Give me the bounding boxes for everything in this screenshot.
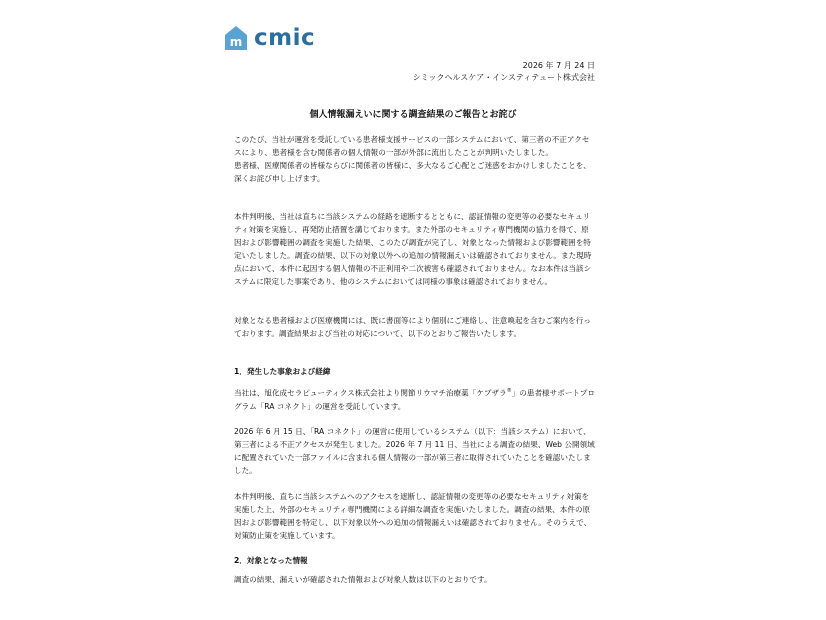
intro-paragraph-4: 対象となる患者様および医療機関には、既に書面等により個別にご連絡し、注意喚起を含むご案内を行っております。調査結果および当社の対応について、以下のとおりご報告いたします。: [234, 315, 591, 338]
intro-paragraph-2: 患者様、医療関係者の皆様ならびに関係者の皆様に、多大なるご心配とご迷惑をおかけしましたことを、深くお詫び申し上げます。: [234, 160, 591, 183]
house-logo-icon: [224, 25, 248, 51]
registered-mark: ®: [506, 388, 512, 395]
logo-wordmark: cmic: [254, 25, 316, 51]
intro-paragraph-3: 本件判明後、当社は直ちに当該システムの経路を遮断するとともに、認証情報の変更等の必要なセキュリティ対策を実施し、再発防止措置を講じております。また外部のセキュリティ専門機関の協力を得て、原因および影響範囲の調査を実施した結果、このたび調査が完了し、対象となった情報および影響範囲を特定いたしました。調査の結果、以下の対象以外への追加の情報漏えいは確認されておりません。また現時点において、本件に起因する個人情報の不正利用や二次被害も確認されておりません。なお本件は当該システムに限定した事案であり、他のシステムにおいては同様の事象は確認されておりません。: [234, 212, 592, 286]
document-body: [234, 134, 596, 587]
section-1-paragraph-3: 本件判明後、直ちに当該システムへのアクセスを遮断し、認証情報の変更等の必要なセキュリティ対策を実施した上、外部のセキュリティ専門機関による詳細な調査を実施いたしました。調査の結果、本件の原因および影響範囲を特定し、以下対象以外への追加の情報漏えいは確認されておりません。そのうえで、対策防止策を実施しています。: [234, 491, 592, 540]
section-1-paragraph-1-end: 」の患者様サポートプログラム「RA コネクト」の運営を受託しています。: [234, 388, 595, 411]
section-1-paragraph-1: [234, 385, 596, 413]
section-1-heading: 1．発生した事象および経緯: [234, 367, 331, 377]
section-1-paragraph-2: 2026 年 6 月 15 日、「RA コネクト」の運営に使用しているシステム（以下：当該システム）において、第三者による不正アクセスが発生しました。2026 年 7 月 11 日、当社による調査の結果、Web 公開領域に配置されていた一部ファイルに含まれる個人情報の一部が第三者に取得されていたことを確認いたしました。: [234, 427, 595, 476]
svg-text:m: m: [229, 35, 243, 49]
document-date: 2026 年 7 月 24 日: [522, 61, 595, 70]
section-2-heading: 2．対象となった情報: [234, 556, 308, 566]
document-title: 個人情報漏えいに関する調査結果のご報告とお詫び: [309, 110, 517, 120]
section-1-paragraph-1-start: 当社は、旭化成セラピューティクス株式会社より関節リウマチ治療薬「ケブザラ: [234, 388, 507, 398]
section-2-paragraph-1: 調査の結果、漏えいが確認された情報および対象人数は以下のとおりです。: [234, 575, 492, 585]
intro-paragraph-1: このたび、当社が運営を受託している患者様支援サービスの一部システムにおいて、第三者の不正アクセスにより、患者様を含む関係者の個人情報の一部が外部に流出したことが判明いたしました。: [234, 135, 590, 157]
company-logo: [224, 25, 315, 51]
organization-name: シミックヘルスケア・インスティテュート株式会社: [412, 73, 595, 82]
